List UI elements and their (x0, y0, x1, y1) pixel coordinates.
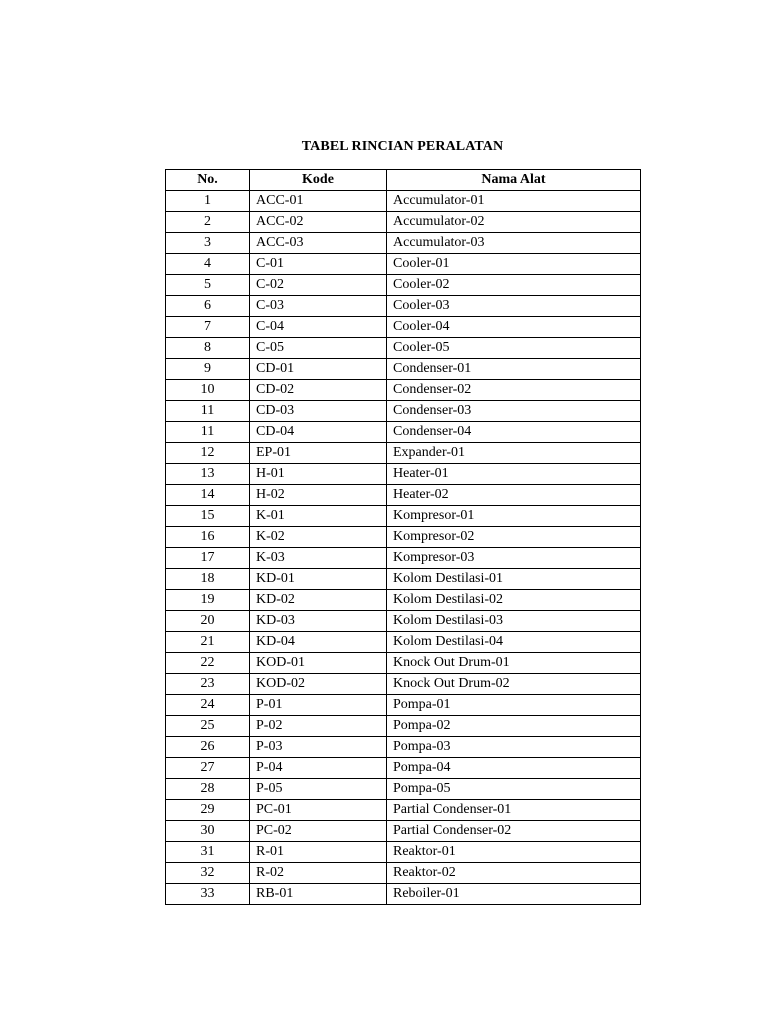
table-header (166, 170, 641, 191)
cell-kode: P-03 (250, 737, 387, 758)
table-row (166, 863, 641, 884)
cell-no: 18 (166, 569, 250, 590)
cell-kode: C-04 (250, 317, 387, 338)
table-row (166, 275, 641, 296)
cell-kode: KD-03 (250, 611, 387, 632)
cell-nama-alat: Heater-01 (387, 464, 641, 485)
cell-no: 6 (166, 296, 250, 317)
cell-nama-alat: Kolom Destilasi-04 (387, 632, 641, 653)
cell-no: 22 (166, 653, 250, 674)
table-row (166, 800, 641, 821)
cell-no: 20 (166, 611, 250, 632)
table-row (166, 821, 641, 842)
table-row (166, 842, 641, 863)
table-row (166, 506, 641, 527)
cell-nama-alat: Condenser-02 (387, 380, 641, 401)
table-row (166, 191, 641, 212)
cell-no: 2 (166, 212, 250, 233)
cell-kode: CD-03 (250, 401, 387, 422)
table-row (166, 338, 641, 359)
cell-nama-alat: Accumulator-03 (387, 233, 641, 254)
cell-nama-alat: Cooler-05 (387, 338, 641, 359)
cell-kode: ACC-01 (250, 191, 387, 212)
cell-nama-alat: Condenser-01 (387, 359, 641, 380)
cell-nama-alat: Accumulator-01 (387, 191, 641, 212)
cell-no: 13 (166, 464, 250, 485)
table-row (166, 737, 641, 758)
table-row (166, 527, 641, 548)
table-row (166, 317, 641, 338)
table-row (166, 779, 641, 800)
table-row (166, 380, 641, 401)
cell-nama-alat: Expander-01 (387, 443, 641, 464)
cell-no: 32 (166, 863, 250, 884)
cell-kode: C-01 (250, 254, 387, 275)
cell-nama-alat: Reaktor-02 (387, 863, 641, 884)
cell-nama-alat: Reaktor-01 (387, 842, 641, 863)
table-row (166, 653, 641, 674)
table-row (166, 296, 641, 317)
cell-nama-alat: Condenser-03 (387, 401, 641, 422)
cell-nama-alat: Cooler-04 (387, 317, 641, 338)
cell-kode: P-04 (250, 758, 387, 779)
cell-nama-alat: Pompa-01 (387, 695, 641, 716)
cell-nama-alat: Kompresor-02 (387, 527, 641, 548)
cell-no: 5 (166, 275, 250, 296)
equipment-table (165, 169, 641, 905)
cell-no: 33 (166, 884, 250, 905)
table-row (166, 212, 641, 233)
cell-no: 1 (166, 191, 250, 212)
cell-kode: P-05 (250, 779, 387, 800)
table-row (166, 758, 641, 779)
cell-kode: H-01 (250, 464, 387, 485)
header-nama-alat: Nama Alat (387, 170, 641, 191)
cell-kode: H-02 (250, 485, 387, 506)
cell-kode: K-01 (250, 506, 387, 527)
table-row (166, 611, 641, 632)
cell-kode: CD-01 (250, 359, 387, 380)
table-row (166, 884, 641, 905)
cell-no: 17 (166, 548, 250, 569)
cell-no: 28 (166, 779, 250, 800)
cell-no: 21 (166, 632, 250, 653)
cell-no: 29 (166, 800, 250, 821)
table-row (166, 443, 641, 464)
table-row (166, 716, 641, 737)
cell-kode: EP-01 (250, 443, 387, 464)
cell-no: 19 (166, 590, 250, 611)
cell-kode: KD-01 (250, 569, 387, 590)
cell-kode: ACC-02 (250, 212, 387, 233)
cell-kode: ACC-03 (250, 233, 387, 254)
cell-no: 12 (166, 443, 250, 464)
table-row (166, 422, 641, 443)
cell-kode: PC-01 (250, 800, 387, 821)
table-row (166, 590, 641, 611)
cell-nama-alat: Kolom Destilasi-01 (387, 569, 641, 590)
cell-no: 3 (166, 233, 250, 254)
cell-nama-alat: Kompresor-01 (387, 506, 641, 527)
table-row (166, 695, 641, 716)
cell-nama-alat: Pompa-04 (387, 758, 641, 779)
cell-no: 10 (166, 380, 250, 401)
cell-no: 15 (166, 506, 250, 527)
table-row (166, 254, 641, 275)
table-row (166, 674, 641, 695)
cell-kode: KD-02 (250, 590, 387, 611)
cell-kode: CD-02 (250, 380, 387, 401)
cell-kode: C-02 (250, 275, 387, 296)
cell-no: 9 (166, 359, 250, 380)
table-row (166, 233, 641, 254)
cell-no: 4 (166, 254, 250, 275)
cell-nama-alat: Heater-02 (387, 485, 641, 506)
cell-no: 11 (166, 401, 250, 422)
cell-kode: R-02 (250, 863, 387, 884)
table-body (166, 191, 641, 905)
table-row (166, 485, 641, 506)
cell-nama-alat: Cooler-02 (387, 275, 641, 296)
cell-kode: K-02 (250, 527, 387, 548)
cell-nama-alat: Kolom Destilasi-03 (387, 611, 641, 632)
table-row (166, 359, 641, 380)
cell-nama-alat: Cooler-03 (387, 296, 641, 317)
table-row (166, 632, 641, 653)
cell-no: 16 (166, 527, 250, 548)
cell-kode: RB-01 (250, 884, 387, 905)
cell-kode: P-01 (250, 695, 387, 716)
cell-nama-alat: Condenser-04 (387, 422, 641, 443)
cell-kode: KOD-01 (250, 653, 387, 674)
cell-kode: CD-04 (250, 422, 387, 443)
header-row (166, 170, 641, 191)
cell-no: 30 (166, 821, 250, 842)
cell-nama-alat: Pompa-05 (387, 779, 641, 800)
cell-no: 24 (166, 695, 250, 716)
cell-kode: K-03 (250, 548, 387, 569)
cell-kode: KOD-02 (250, 674, 387, 695)
cell-nama-alat: Pompa-03 (387, 737, 641, 758)
cell-no: 7 (166, 317, 250, 338)
cell-nama-alat: Accumulator-02 (387, 212, 641, 233)
cell-kode: KD-04 (250, 632, 387, 653)
cell-kode: P-02 (250, 716, 387, 737)
table-row (166, 569, 641, 590)
cell-no: 26 (166, 737, 250, 758)
cell-kode: C-03 (250, 296, 387, 317)
cell-kode: R-01 (250, 842, 387, 863)
table-row (166, 401, 641, 422)
cell-nama-alat: Knock Out Drum-02 (387, 674, 641, 695)
table-row (166, 548, 641, 569)
cell-no: 8 (166, 338, 250, 359)
header-no: No. (166, 170, 250, 191)
cell-nama-alat: Partial Condenser-02 (387, 821, 641, 842)
cell-kode: C-05 (250, 338, 387, 359)
header-kode: Kode (250, 170, 387, 191)
cell-no: 25 (166, 716, 250, 737)
cell-no: 31 (166, 842, 250, 863)
cell-nama-alat: Pompa-02 (387, 716, 641, 737)
cell-no: 23 (166, 674, 250, 695)
cell-nama-alat: Partial Condenser-01 (387, 800, 641, 821)
cell-nama-alat: Knock Out Drum-01 (387, 653, 641, 674)
cell-nama-alat: Reboiler-01 (387, 884, 641, 905)
cell-no: 11 (166, 422, 250, 443)
cell-nama-alat: Kompresor-03 (387, 548, 641, 569)
table-row (166, 464, 641, 485)
cell-nama-alat: Cooler-01 (387, 254, 641, 275)
cell-nama-alat: Kolom Destilasi-02 (387, 590, 641, 611)
page-title: TABEL RINCIAN PERALATAN (301, 139, 504, 154)
cell-no: 14 (166, 485, 250, 506)
cell-no: 27 (166, 758, 250, 779)
cell-kode: PC-02 (250, 821, 387, 842)
